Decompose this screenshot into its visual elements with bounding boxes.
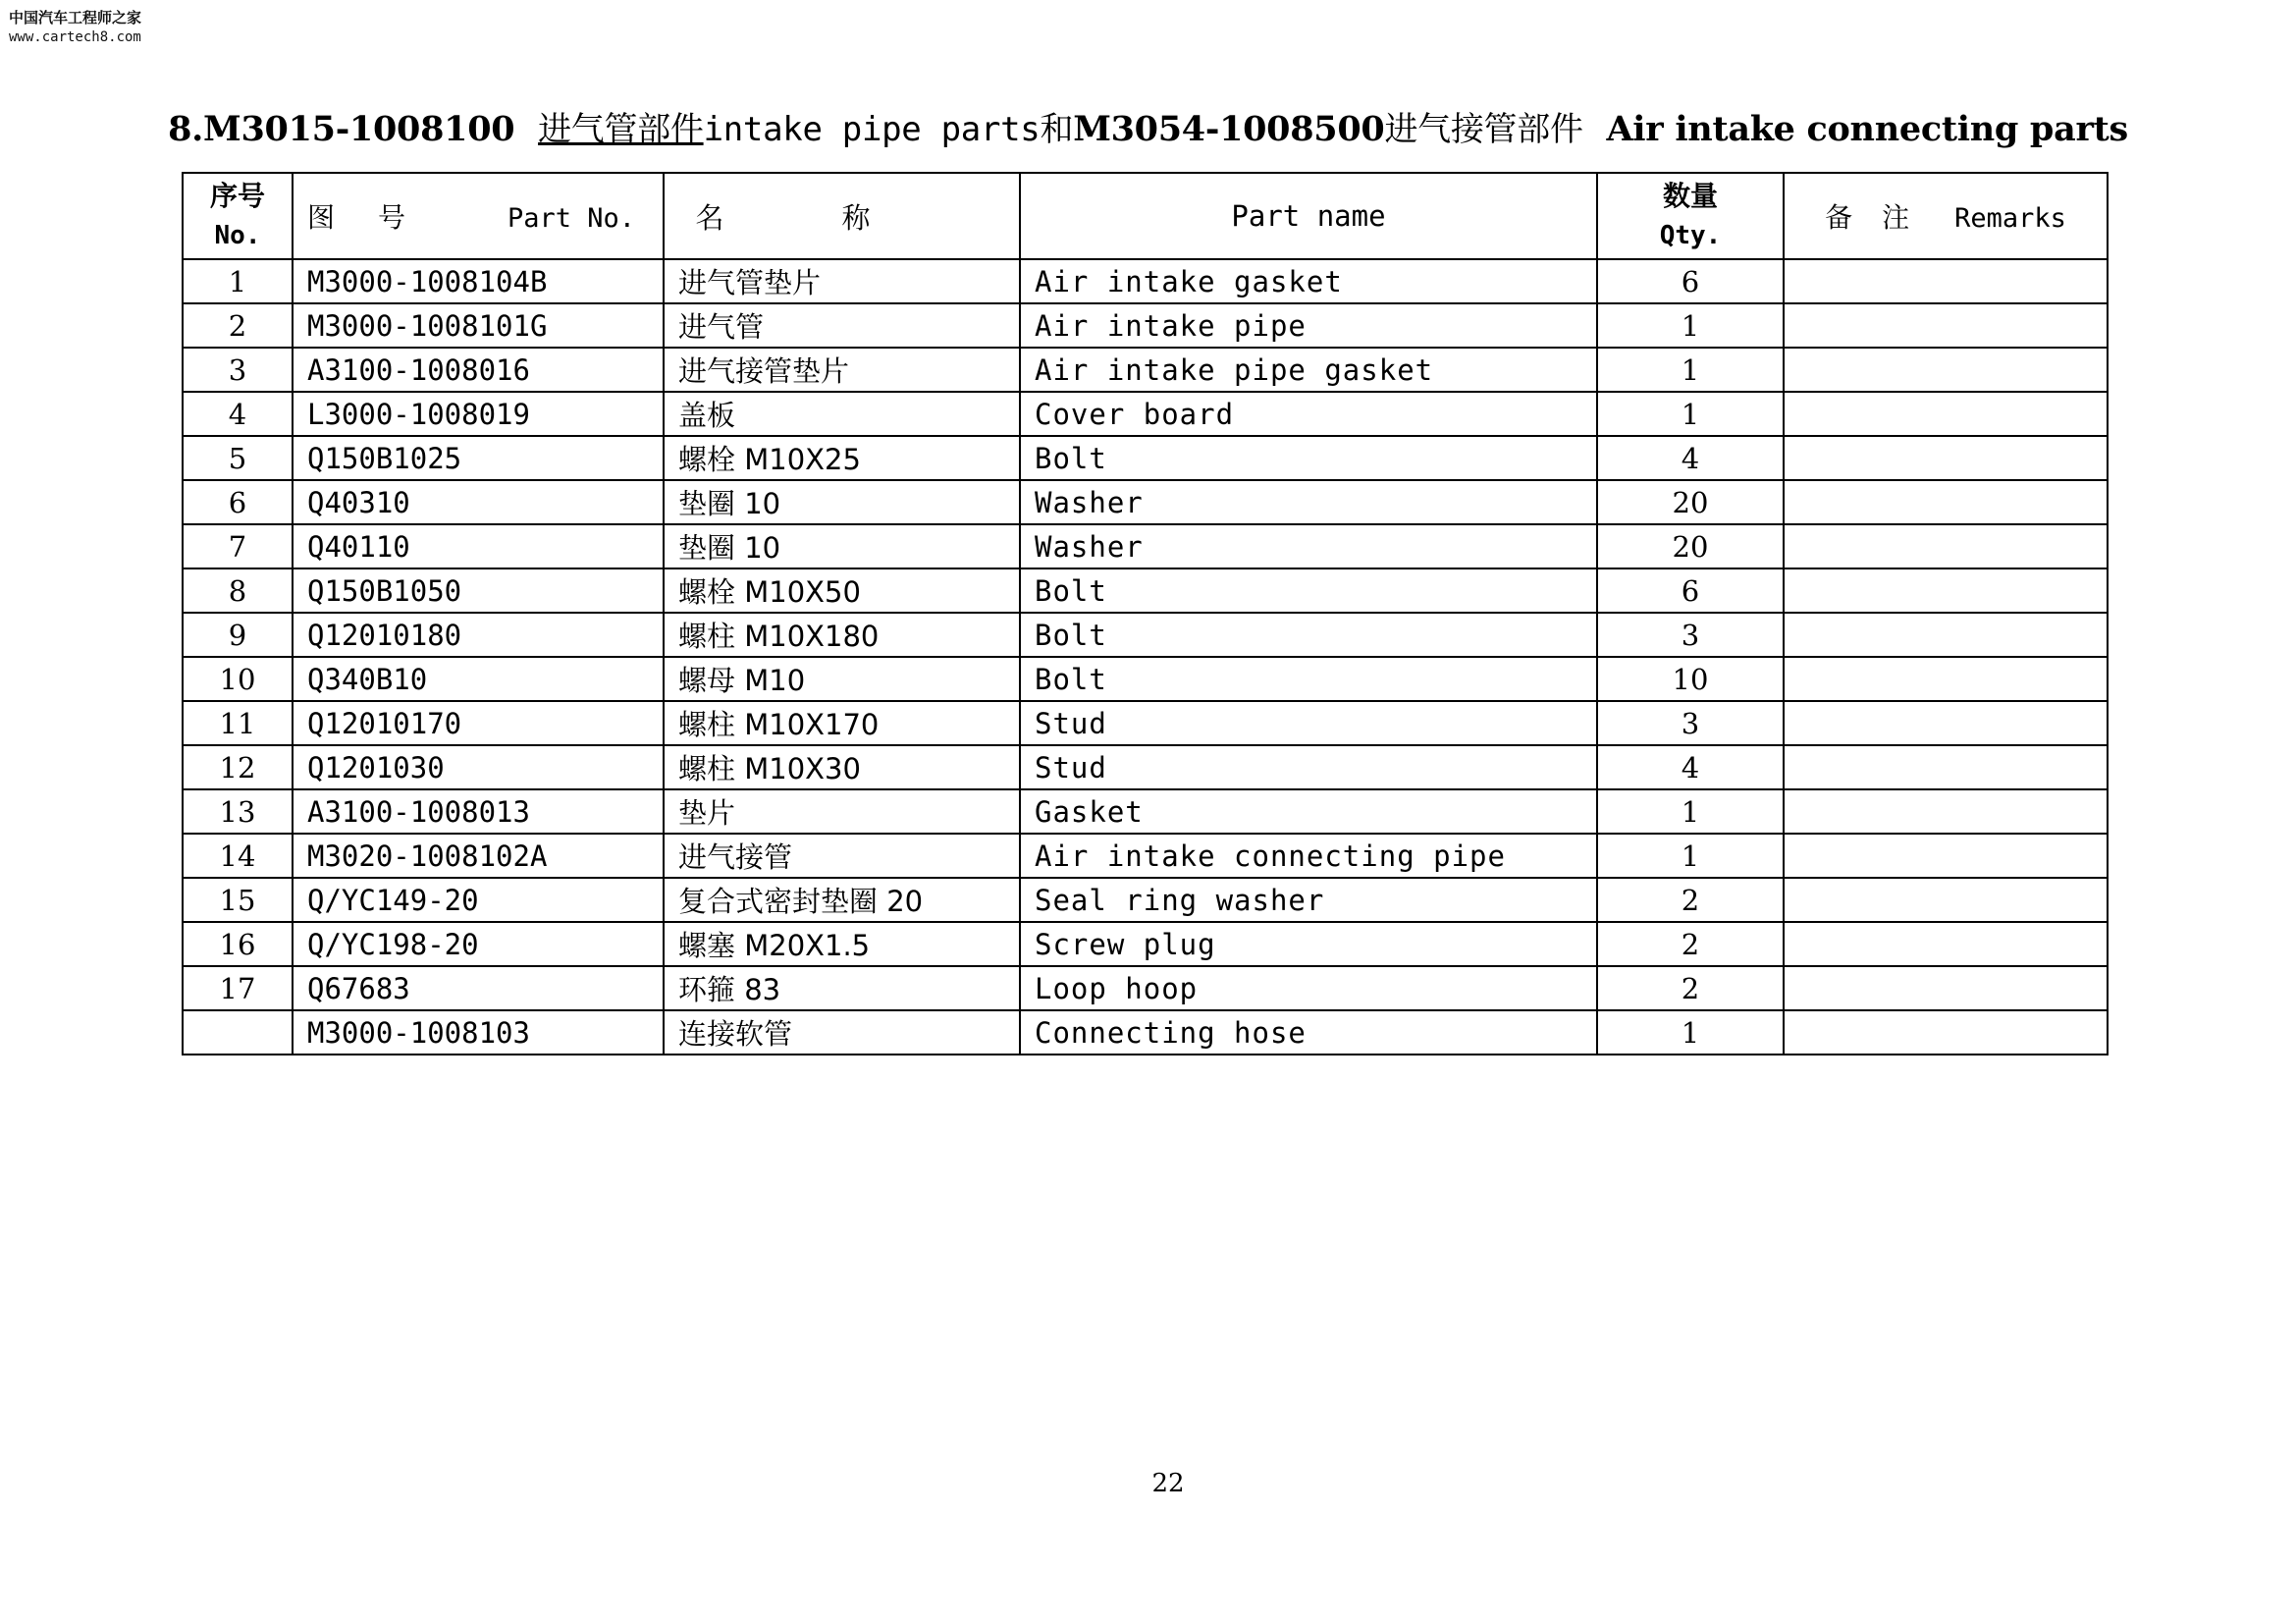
cell-name-cn: 进气管: [664, 303, 1020, 348]
table-row: [183, 348, 2108, 392]
cell-no: 7: [183, 524, 293, 568]
cell-name-en: Air intake pipe: [1020, 303, 1597, 348]
cell-part-no: Q12010180: [293, 613, 664, 657]
cell-qty: 2: [1597, 966, 1784, 1010]
cell-no: 16: [183, 922, 293, 966]
header-qty-cn: 数量: [1662, 180, 1718, 212]
cell-name-en: Air intake gasket: [1020, 259, 1597, 303]
cell-name-cn: 连接软管: [664, 1010, 1020, 1055]
title-part7: Air intake connecting parts: [1606, 109, 2128, 149]
table-row: [183, 966, 2108, 1010]
title-part4: 和: [1040, 110, 1074, 149]
cell-name-cn: 进气接管垫片: [664, 348, 1020, 392]
header-remarks: [1784, 173, 2108, 259]
cell-name-cn: 螺塞 M20X1.5: [664, 922, 1020, 966]
cell-part-no: Q40110: [293, 524, 664, 568]
cell-part-no: Q40310: [293, 480, 664, 524]
cell-qty: 2: [1597, 922, 1784, 966]
cell-part-no: M3020-1008102A: [293, 834, 664, 878]
cell-name-cn: 盖板: [664, 392, 1020, 436]
header-name-en: Part name: [1020, 173, 1597, 259]
cell-no: 9: [183, 613, 293, 657]
watermark-url: www.cartech8.com: [9, 29, 141, 45]
cell-name-cn: 垫片: [664, 789, 1020, 834]
header-remarks-cn: 备注: [1825, 201, 1940, 234]
cell-remarks: [1784, 303, 2108, 348]
cell-remarks: [1784, 745, 2108, 789]
cell-part-no: Q340B10: [293, 657, 664, 701]
table-row: [183, 436, 2108, 480]
cell-qty: 3: [1597, 613, 1784, 657]
header-name-cn: 名称: [664, 173, 1020, 259]
cell-qty: 20: [1597, 480, 1784, 524]
cell-no: 10: [183, 657, 293, 701]
header-remarks-en: Remarks: [1954, 203, 2066, 234]
cell-qty: 6: [1597, 568, 1784, 613]
cell-remarks: [1784, 480, 2108, 524]
cell-qty: 1: [1597, 1010, 1784, 1055]
cell-remarks: [1784, 1010, 2108, 1055]
cell-no: 5: [183, 436, 293, 480]
cell-part-no: M3000-1008101G: [293, 303, 664, 348]
cell-no: 4: [183, 392, 293, 436]
title-part3: intake pipe parts: [703, 110, 1041, 149]
title-part1: 8.M3015-1008100: [168, 109, 515, 149]
cell-name-cn: 螺栓 M10X25: [664, 436, 1020, 480]
header-no-en: No.: [214, 221, 261, 250]
cell-qty: 3: [1597, 701, 1784, 745]
cell-part-no: L3000-1008019: [293, 392, 664, 436]
cell-remarks: [1784, 789, 2108, 834]
cell-part-no: Q/YC149-20: [293, 878, 664, 922]
cell-remarks: [1784, 436, 2108, 480]
cell-name-en: Washer: [1020, 524, 1597, 568]
cell-part-no: A3100-1008016: [293, 348, 664, 392]
cell-no: 2: [183, 303, 293, 348]
cell-name-cn: 进气管垫片: [664, 259, 1020, 303]
title-part5: M3054-1008500: [1073, 109, 1385, 149]
cell-part-no: Q150B1050: [293, 568, 664, 613]
cell-name-cn: 螺栓 M10X50: [664, 568, 1020, 613]
cell-name-en: Bolt: [1020, 657, 1597, 701]
cell-no: [183, 1010, 293, 1055]
watermark: [9, 8, 141, 47]
parts-table: [182, 172, 2109, 1055]
table-row: [183, 568, 2108, 613]
cell-part-no: M3000-1008103: [293, 1010, 664, 1055]
table-header-row: [183, 173, 2108, 259]
cell-qty: 2: [1597, 878, 1784, 922]
table-row: [183, 613, 2108, 657]
table-row: [183, 789, 2108, 834]
cell-name-cn: 垫圈 10: [664, 524, 1020, 568]
cell-name-en: Stud: [1020, 701, 1597, 745]
cell-name-cn: 垫圈 10: [664, 480, 1020, 524]
table-row: [183, 701, 2108, 745]
table-row: [183, 392, 2108, 436]
cell-no: 3: [183, 348, 293, 392]
header-no-cn: 序号: [209, 180, 265, 212]
cell-remarks: [1784, 348, 2108, 392]
header-part-no-en: Part No.: [507, 203, 636, 234]
cell-remarks: [1784, 613, 2108, 657]
cell-name-en: Stud: [1020, 745, 1597, 789]
cell-name-en: Bolt: [1020, 613, 1597, 657]
cell-name-en: Connecting hose: [1020, 1010, 1597, 1055]
cell-name-cn: 螺母 M10: [664, 657, 1020, 701]
cell-name-en: Seal ring washer: [1020, 878, 1597, 922]
cell-remarks: [1784, 568, 2108, 613]
cell-name-en: Air intake connecting pipe: [1020, 834, 1597, 878]
cell-name-en: Screw plug: [1020, 922, 1597, 966]
cell-remarks: [1784, 878, 2108, 922]
cell-name-cn: 螺柱 M10X30: [664, 745, 1020, 789]
cell-no: 1: [183, 259, 293, 303]
cell-remarks: [1784, 259, 2108, 303]
cell-qty: 1: [1597, 392, 1784, 436]
cell-name-en: Gasket: [1020, 789, 1597, 834]
table-row: [183, 657, 2108, 701]
cell-name-cn: 进气接管: [664, 834, 1020, 878]
table-row: [183, 259, 2108, 303]
header-part-no: [293, 173, 664, 259]
cell-remarks: [1784, 392, 2108, 436]
cell-no: 13: [183, 789, 293, 834]
cell-part-no: M3000-1008104B: [293, 259, 664, 303]
cell-name-en: Bolt: [1020, 436, 1597, 480]
cell-name-cn: 螺柱 M10X170: [664, 701, 1020, 745]
cell-name-en: Loop hoop: [1020, 966, 1597, 1010]
cell-remarks: [1784, 701, 2108, 745]
watermark-cn: 中国汽车工程师之家: [9, 9, 142, 27]
cell-remarks: [1784, 966, 2108, 1010]
cell-part-no: Q150B1025: [293, 436, 664, 480]
cell-part-no: Q67683: [293, 966, 664, 1010]
cell-remarks: [1784, 834, 2108, 878]
cell-no: 17: [183, 966, 293, 1010]
cell-qty: 1: [1597, 348, 1784, 392]
cell-qty: 6: [1597, 259, 1784, 303]
title-part6: 进气接管部件: [1384, 110, 1583, 149]
cell-qty: 10: [1597, 657, 1784, 701]
header-no: [183, 173, 293, 259]
table-row: [183, 922, 2108, 966]
table-row: [183, 834, 2108, 878]
cell-part-no: Q12010170: [293, 701, 664, 745]
table-row: [183, 878, 2108, 922]
cell-name-en: Cover board: [1020, 392, 1597, 436]
cell-name-en: Bolt: [1020, 568, 1597, 613]
header-part-no-cn: 图号: [307, 201, 450, 234]
cell-remarks: [1784, 657, 2108, 701]
cell-qty: 1: [1597, 303, 1784, 348]
cell-no: 6: [183, 480, 293, 524]
cell-name-en: Washer: [1020, 480, 1597, 524]
header-qty-en: Qty.: [1659, 221, 1722, 250]
page-title: [0, 102, 2296, 150]
cell-qty: 4: [1597, 745, 1784, 789]
cell-remarks: [1784, 922, 2108, 966]
cell-no: 15: [183, 878, 293, 922]
cell-name-cn: 复合式密封垫圈 20: [664, 878, 1020, 922]
cell-part-no: A3100-1008013: [293, 789, 664, 834]
cell-no: 8: [183, 568, 293, 613]
cell-no: 11: [183, 701, 293, 745]
table-row: [183, 1010, 2108, 1055]
cell-part-no: Q/YC198-20: [293, 922, 664, 966]
table-row: [183, 524, 2108, 568]
cell-no: 14: [183, 834, 293, 878]
cell-qty: 1: [1597, 834, 1784, 878]
cell-qty: 1: [1597, 789, 1784, 834]
title-part2: 进气管部件: [538, 110, 704, 149]
cell-name-en: Air intake pipe gasket: [1020, 348, 1597, 392]
cell-name-cn: 螺柱 M10X180: [664, 613, 1020, 657]
cell-remarks: [1784, 524, 2108, 568]
cell-no: 12: [183, 745, 293, 789]
cell-qty: 20: [1597, 524, 1784, 568]
header-qty: [1597, 173, 1784, 259]
cell-name-cn: 环箍 83: [664, 966, 1020, 1010]
table-row: [183, 745, 2108, 789]
page-number: 22: [1151, 1469, 1185, 1498]
table-row: [183, 480, 2108, 524]
table-row: [183, 303, 2108, 348]
cell-qty: 4: [1597, 436, 1784, 480]
cell-part-no: Q1201030: [293, 745, 664, 789]
